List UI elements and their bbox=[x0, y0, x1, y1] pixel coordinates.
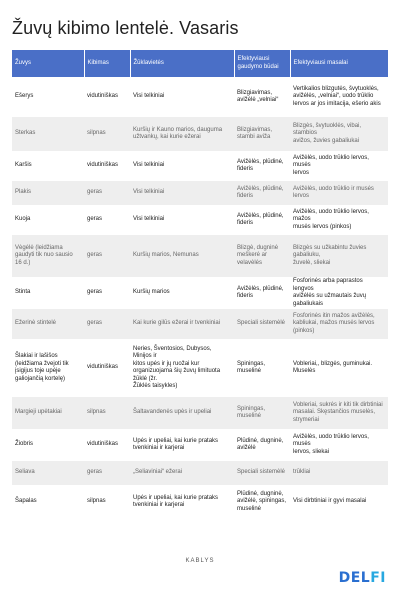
column-header-place: Žūklavietės bbox=[130, 50, 234, 77]
cell-place-text: Neries, Šventosios, Dubysos, Minijos ir kitos upės ir jų ruožai kur organizuojama šių žuvų limituota žūklė (žr. Žūklės taisykles) bbox=[133, 345, 221, 389]
cell-fish-text: Ešerys bbox=[15, 93, 34, 100]
cell-place-text: Kai kurie gilūs ežerai ir tvenkiniai bbox=[133, 320, 221, 327]
cell-bait-text: Blizgės, švytuoklės, vibai, stambios avižos, žuvies gabaliukai bbox=[293, 122, 362, 144]
cell-method-text: Speciali sistemėlė bbox=[237, 469, 286, 476]
cell-bite bbox=[84, 205, 130, 235]
cell-place bbox=[130, 181, 234, 205]
cell-bait bbox=[290, 235, 388, 277]
cell-method-text: Blizgiavimas, avižėlė „velniai“ bbox=[237, 89, 279, 103]
cell-place bbox=[130, 235, 234, 277]
cell-bait-text: Blizgės su užkabintu žuvies gabaliuku, žuvelė, sliekai bbox=[293, 244, 367, 266]
cell-bait-text: Vertikalios blizgutės, švytuoklės, avižėlės, „velniai“, uodo trūklio lervos ar jos imitacija, ešerio akis bbox=[293, 85, 381, 107]
cell-fish bbox=[12, 429, 84, 461]
cell-bait bbox=[290, 461, 388, 485]
cell-place bbox=[130, 429, 234, 461]
cell-bait-text: trūkliai bbox=[293, 469, 311, 476]
cell-fish-text: Žiobris bbox=[15, 441, 34, 448]
cell-method-text: Avižėlės, plūdinė, fideris bbox=[237, 158, 284, 172]
table-row bbox=[12, 235, 388, 277]
cell-fish bbox=[12, 309, 84, 339]
cell-place-text: Visi telkiniai bbox=[133, 93, 165, 100]
cell-bait-text: Avižėlės, uodo trūklio lervos, musės lervos bbox=[293, 154, 369, 176]
cell-bait-text: Avižėlės, uodo trūklio lervos, musės lervos, sliekai bbox=[293, 433, 369, 455]
table-row bbox=[12, 339, 388, 397]
column-header-method: Efektyviausi gaudymo būdai bbox=[234, 50, 290, 77]
cell-method-text: Spiningas, muselinė bbox=[237, 405, 266, 419]
table-body bbox=[12, 77, 388, 519]
cell-bait bbox=[290, 117, 388, 151]
cell-bite-text: geras bbox=[87, 189, 103, 196]
cell-bite-text: geras bbox=[87, 252, 103, 259]
cell-bait-text: Vobleriai, sukrės ir kiti tik dirbtiniai masalai. Skęstančios muselės, strymeriai bbox=[293, 401, 383, 423]
cell-method bbox=[234, 205, 290, 235]
cell-method bbox=[234, 117, 290, 151]
cell-method-text: Plūdinė, dugninė, avižėlė, spiningas, muselinė bbox=[237, 490, 287, 512]
table-row bbox=[12, 309, 388, 339]
cell-place bbox=[130, 309, 234, 339]
column-header-bite: Kibimas bbox=[84, 50, 130, 77]
table-row bbox=[12, 77, 388, 117]
cell-bite-text: geras bbox=[87, 469, 103, 476]
cell-bite-text: silpnas bbox=[87, 498, 106, 505]
cell-method bbox=[234, 277, 290, 309]
cell-fish-text: Stinta bbox=[15, 289, 31, 296]
cell-method-text: Avižėlės, plūdinė, fideris bbox=[237, 185, 284, 199]
cell-place bbox=[130, 277, 234, 309]
cell-bait bbox=[290, 151, 388, 181]
cell-fish bbox=[12, 277, 84, 309]
cell-bait bbox=[290, 339, 388, 397]
cell-place bbox=[130, 117, 234, 151]
cell-bait bbox=[290, 77, 388, 117]
cell-method bbox=[234, 77, 290, 117]
cell-method bbox=[234, 429, 290, 461]
cell-fish bbox=[12, 485, 84, 519]
table-row bbox=[12, 151, 388, 181]
cell-fish bbox=[12, 397, 84, 429]
cell-bait-text: Fosforinės arba paprastos lengvos avižėlės su užmautais žuvų gabaliukais bbox=[293, 278, 367, 307]
cell-place bbox=[130, 397, 234, 429]
table-row bbox=[12, 397, 388, 429]
cell-fish-text: Vėgėlė (leidžiama gaudyti tik nuo sausio 16 d.) bbox=[15, 244, 73, 266]
cell-method bbox=[234, 397, 290, 429]
cell-method bbox=[234, 485, 290, 519]
table-row bbox=[12, 429, 388, 461]
cell-fish-text: Plakis bbox=[15, 189, 32, 196]
cell-fish-text: Sterkas bbox=[15, 130, 36, 137]
cell-method bbox=[234, 461, 290, 485]
cell-fish bbox=[12, 77, 84, 117]
cell-fish bbox=[12, 339, 84, 397]
cell-bite bbox=[84, 429, 130, 461]
cell-method bbox=[234, 339, 290, 397]
cell-place-text: Visi telkiniai bbox=[133, 162, 165, 169]
cell-bite bbox=[84, 339, 130, 397]
cell-method-text: Plūdinė, dugninė, avižėlė bbox=[237, 437, 284, 451]
source-label: KABLYS bbox=[185, 558, 215, 564]
cell-bite bbox=[84, 117, 130, 151]
cell-method bbox=[234, 151, 290, 181]
cell-place-text: Upės ir upeliai, kai kurie prataks tvenkiniai ir karjerai bbox=[133, 437, 219, 451]
cell-method bbox=[234, 309, 290, 339]
cell-bite bbox=[84, 77, 130, 117]
cell-bite bbox=[84, 235, 130, 277]
page-title: Žuvų kibimo lentelė. Vasaris bbox=[12, 18, 239, 38]
cell-bite bbox=[84, 277, 130, 309]
cell-method-text: Blizgiavimas, stambi aviža bbox=[237, 126, 273, 140]
cell-fish bbox=[12, 151, 84, 181]
cell-method bbox=[234, 235, 290, 277]
cell-fish bbox=[12, 181, 84, 205]
cell-bait bbox=[290, 485, 388, 519]
cell-place-text: Kuršių ir Kauno marios, dauguma užtvankų, kai kurie ežerai bbox=[133, 126, 223, 140]
cell-place-text: Visi telkiniai bbox=[133, 189, 165, 196]
cell-place-text: Visi telkiniai bbox=[133, 216, 165, 223]
cell-fish-text: Seliava bbox=[15, 469, 35, 476]
cell-place-text: Šaltavandenės upės ir upeliai bbox=[133, 409, 212, 416]
table-row bbox=[12, 205, 388, 235]
cell-bite-text: vidutiniškas bbox=[87, 93, 119, 100]
cell-bait bbox=[290, 397, 388, 429]
fish-bite-table bbox=[12, 50, 389, 519]
column-header-fish: Žuvys bbox=[12, 50, 84, 77]
cell-bite-text: silpnas bbox=[87, 130, 106, 137]
cell-bite-text: vidutiniškas bbox=[87, 364, 119, 371]
cell-method-text: Blizgė, dugninė meškerė ar velavėlės bbox=[237, 244, 279, 266]
cell-bite bbox=[84, 181, 130, 205]
cell-bait bbox=[290, 181, 388, 205]
cell-bait bbox=[290, 205, 388, 235]
table-row bbox=[12, 461, 388, 485]
cell-bait-text: Visi dirbtiniai ir gyvi masalai bbox=[293, 498, 367, 505]
cell-fish-text: Šlakiai ir lašišos (leidžiama žvejoti tik įsigijus toje upėje galiojančią kortelę) bbox=[15, 353, 69, 382]
cell-bite bbox=[84, 309, 130, 339]
cell-fish bbox=[12, 461, 84, 485]
cell-method bbox=[234, 181, 290, 205]
cell-place bbox=[130, 77, 234, 117]
cell-method-text: Speciali sistemėlė bbox=[237, 320, 286, 327]
cell-place bbox=[130, 461, 234, 485]
cell-place-text: Kuršių marios bbox=[133, 289, 170, 296]
cell-fish bbox=[12, 205, 84, 235]
cell-bite bbox=[84, 151, 130, 181]
cell-bait bbox=[290, 277, 388, 309]
table-header-row bbox=[12, 50, 388, 77]
cell-bite bbox=[84, 461, 130, 485]
table-row bbox=[12, 181, 388, 205]
cell-bite-text: silpnas bbox=[87, 409, 106, 416]
cell-fish-text: Karšis bbox=[15, 162, 32, 169]
cell-place-text: Kuršių marios, Nemunas bbox=[133, 252, 199, 259]
delfi-logo: DELFI bbox=[338, 570, 386, 586]
cell-bait bbox=[290, 309, 388, 339]
table-row bbox=[12, 277, 388, 309]
column-header-bait: Efektyviausi masalai bbox=[290, 50, 388, 77]
cell-place bbox=[130, 151, 234, 181]
cell-method-text: Spiningas, muselinė bbox=[237, 360, 266, 374]
table-row bbox=[12, 485, 388, 519]
cell-place-text: „Seliaviniai“ ežerai bbox=[133, 469, 183, 476]
cell-place bbox=[130, 485, 234, 519]
cell-bait-text: Avižėlės, uodo trūklio ir musės lervos bbox=[293, 185, 374, 199]
cell-bite bbox=[84, 397, 130, 429]
cell-bait-text: Avižėlės, uodo trūklio lervos, mažos musės lervos (pinkos) bbox=[293, 208, 369, 230]
cell-method-text: Avižėlės, plūdinė, fideris bbox=[237, 212, 284, 226]
cell-bite-text: vidutiniškas bbox=[87, 441, 119, 448]
cell-bait bbox=[290, 429, 388, 461]
cell-bait-text: Vobleriai,, blizgės, guminukai. Muselės bbox=[293, 360, 373, 374]
cell-bite bbox=[84, 485, 130, 519]
cell-bite-text: geras bbox=[87, 216, 103, 223]
cell-method-text: Avižėlės, plūdinė, fideris bbox=[237, 285, 284, 299]
cell-fish-text: Šapalas bbox=[15, 498, 37, 505]
cell-bite-text: geras bbox=[87, 320, 103, 327]
cell-bait-text: Fosforinės itin mažos avižėlės, kabliukai, mažos musės lervos (pinkos) bbox=[293, 312, 375, 334]
cell-fish-text: Margieji upėtakiai bbox=[15, 409, 62, 416]
cell-place bbox=[130, 339, 234, 397]
cell-bite-text: geras bbox=[87, 289, 103, 296]
table-row bbox=[12, 117, 388, 151]
cell-fish bbox=[12, 235, 84, 277]
cell-fish-text: Kuoja bbox=[15, 216, 31, 223]
cell-fish-text: Ežerinė stintelė bbox=[15, 320, 57, 327]
cell-place bbox=[130, 205, 234, 235]
cell-bite-text: vidutiniškas bbox=[87, 162, 119, 169]
cell-fish bbox=[12, 117, 84, 151]
cell-place-text: Upės ir upeliai, kai kurie prataks tvenkiniai ir karjerai bbox=[133, 494, 219, 508]
